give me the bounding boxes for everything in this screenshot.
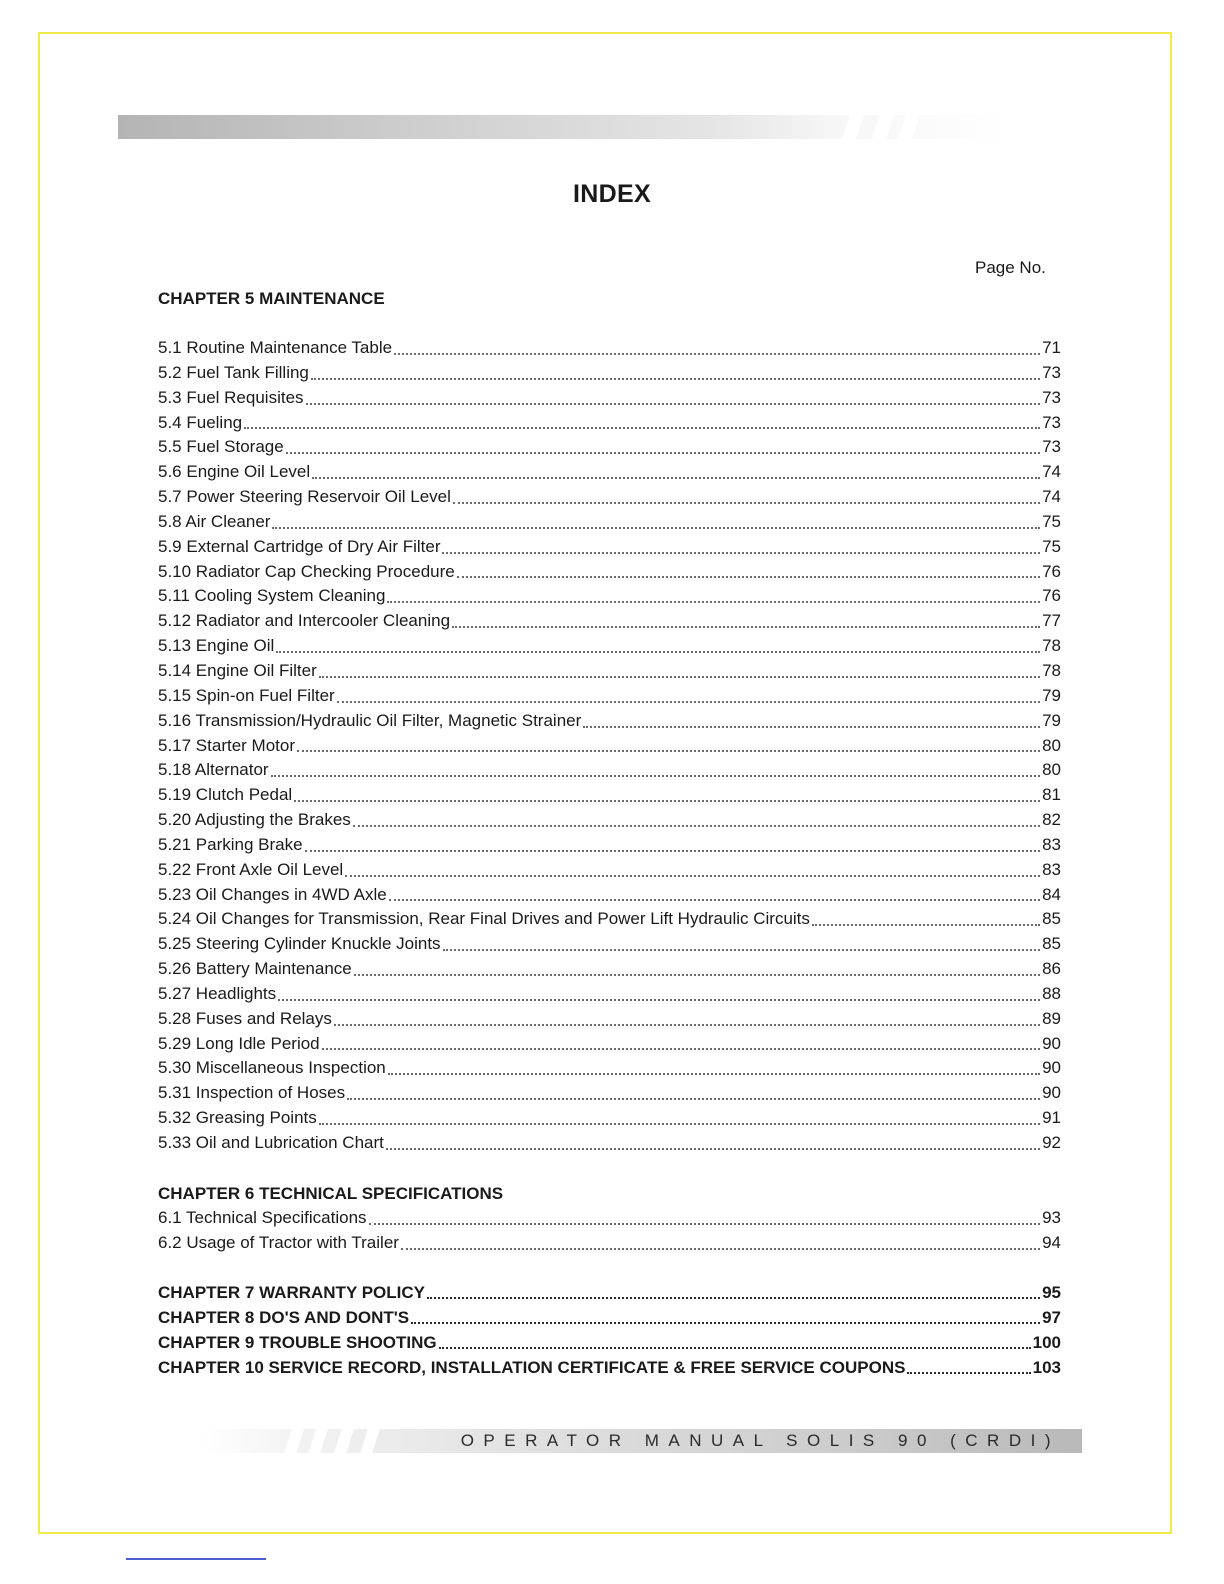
toc-leader-dots	[353, 824, 1040, 827]
toc-leader-dots	[401, 1247, 1040, 1250]
toc-entry-label: 5.18 Alternator	[158, 760, 269, 780]
toc-leader-dots	[452, 625, 1040, 628]
toc-entry-page: 91	[1042, 1108, 1061, 1128]
toc-entry-label: 5.7 Power Steering Reservoir Oil Level	[158, 487, 451, 507]
chapter-6-toc	[158, 1206, 1061, 1256]
toc-entry[interactable]	[158, 435, 1061, 460]
toc-leader-dots	[389, 898, 1040, 901]
toc-entry-page: 79	[1042, 685, 1061, 705]
toc-leader-dots	[345, 874, 1040, 877]
toc-entry[interactable]	[158, 609, 1061, 634]
toc-entry-page: 80	[1042, 760, 1061, 780]
chapter-5-heading: CHAPTER 5 MAINTENANCE	[158, 289, 385, 308]
toc-entry-label: 5.21 Parking Brake	[158, 834, 303, 854]
toc-entry-page: 103	[1032, 1358, 1061, 1377]
toc-leader-dots	[347, 1097, 1040, 1100]
toc-entry[interactable]	[158, 560, 1061, 585]
toc-entry[interactable]	[158, 932, 1061, 957]
toc-entry-label: CHAPTER 7 WARRANTY POLICY	[158, 1283, 425, 1302]
toc-leader-dots	[319, 675, 1040, 678]
toc-entry-label: 5.25 Steering Cylinder Knuckle Joints	[158, 934, 441, 954]
toc-leader-dots	[411, 1321, 1040, 1324]
toc-entry-page: 75	[1042, 536, 1061, 556]
toc-entry[interactable]	[158, 907, 1061, 932]
page-no-label: Page No.	[975, 258, 1046, 277]
toc-entry-page: 94	[1042, 1232, 1061, 1252]
toc-entry-page: 90	[1042, 1083, 1061, 1103]
toc-entry[interactable]	[158, 485, 1061, 510]
toc-entry[interactable]	[158, 833, 1061, 858]
toc-leader-dots	[311, 377, 1040, 380]
header-decor-band	[118, 115, 1008, 139]
toc-leader-dots	[286, 451, 1040, 454]
footer-decor-slash	[334, 1429, 354, 1453]
toc-leader-dots	[394, 352, 1040, 355]
toc-entry[interactable]	[158, 1131, 1061, 1156]
toc-leader-dots	[334, 1023, 1040, 1026]
toc-entry-label: 5.30 Miscellaneous Inspection	[158, 1058, 386, 1078]
toc-entry[interactable]	[158, 336, 1061, 361]
toc-entry[interactable]	[158, 1355, 1061, 1380]
toc-entry-page: 97	[1042, 1308, 1061, 1327]
toc-entry-label: 5.32 Greasing Points	[158, 1108, 317, 1128]
toc-entry[interactable]	[158, 734, 1061, 759]
toc-entry-label: 5.9 External Cartridge of Dry Air Filter	[158, 536, 441, 556]
toc-leader-dots	[322, 1047, 1040, 1050]
toc-entry[interactable]	[158, 1280, 1061, 1305]
toc-leader-dots	[244, 426, 1040, 429]
footer-decor-slash	[360, 1429, 380, 1453]
footer-decor-band	[200, 1429, 1082, 1453]
toc-entry-page: 86	[1042, 959, 1061, 979]
toc-entry[interactable]	[158, 709, 1061, 734]
toc-leader-dots	[369, 1222, 1041, 1225]
toc-entry-page: 85	[1042, 909, 1061, 929]
toc-entry-label: 5.4 Fueling	[158, 412, 243, 432]
toc-entry-label: 5.28 Fuses and Relays	[158, 1008, 332, 1028]
toc-entry-label: 5.2 Fuel Tank Filling	[158, 362, 309, 382]
toc-leader-dots	[272, 526, 1040, 529]
toc-entry[interactable]	[158, 1056, 1061, 1081]
toc-entry[interactable]	[158, 982, 1061, 1007]
toc-entry-label: 5.29 Long Idle Period	[158, 1033, 320, 1053]
toc-entry-label: 5.5 Fuel Storage	[158, 437, 284, 457]
toc-entry-page: 79	[1042, 710, 1061, 730]
toc-entry-label: 5.8 Air Cleaner	[158, 511, 271, 531]
toc-entry-label: CHAPTER 8 DO'S AND DONT'S	[158, 1308, 410, 1327]
chapter-links-toc	[158, 1280, 1061, 1380]
toc-entry-label: 5.15 Spin-on Fuel Filter	[158, 685, 335, 705]
toc-leader-dots	[306, 402, 1041, 405]
toc-entry[interactable]	[158, 1206, 1061, 1231]
toc-entry-label: CHAPTER 9 TROUBLE SHOOTING	[158, 1333, 437, 1352]
toc-entry-label: 5.31 Inspection of Hoses	[158, 1083, 346, 1103]
toc-entry-page: 80	[1042, 735, 1061, 755]
toc-entry[interactable]	[158, 684, 1061, 709]
toc-leader-dots	[276, 650, 1040, 653]
toc-leader-dots	[312, 476, 1040, 479]
toc-entry-page: 83	[1042, 859, 1061, 879]
footer-decor-slash	[284, 1429, 304, 1453]
toc-entry-label: 5.20 Adjusting the Brakes	[158, 810, 351, 830]
toc-leader-dots	[443, 948, 1041, 951]
toc-entry-page: 95	[1042, 1283, 1061, 1302]
toc-entry-page: 90	[1042, 1058, 1061, 1078]
toc-entry[interactable]	[158, 883, 1061, 908]
toc-entry-page: 71	[1042, 338, 1061, 357]
toc-entry[interactable]	[158, 783, 1061, 808]
toc-entry-page: 100	[1032, 1333, 1061, 1352]
toc-entry-label: 5.33 Oil and Lubrication Chart	[158, 1133, 384, 1152]
toc-entry[interactable]	[158, 1081, 1061, 1106]
toc-leader-dots	[294, 799, 1040, 802]
toc-entry[interactable]	[158, 510, 1061, 535]
bottom-link-underline	[126, 1558, 266, 1560]
toc-leader-dots	[453, 501, 1040, 504]
toc-leader-dots	[907, 1371, 1030, 1374]
toc-entry[interactable]	[158, 1007, 1061, 1032]
toc-entry-page: 78	[1042, 660, 1061, 680]
toc-leader-dots	[457, 575, 1040, 578]
toc-entry-label: 5.6 Engine Oil Level	[158, 462, 311, 482]
toc-entry-page: 93	[1042, 1208, 1061, 1227]
toc-entry[interactable]	[158, 1032, 1061, 1057]
toc-entry[interactable]	[158, 584, 1061, 609]
toc-leader-dots	[278, 998, 1040, 1001]
toc-leader-dots	[297, 749, 1040, 752]
toc-entry-label: 5.12 Radiator and Intercooler Cleaning	[158, 611, 451, 631]
toc-entry-page: 85	[1042, 934, 1061, 954]
toc-entry-label: 6.1 Technical Specifications	[158, 1208, 367, 1227]
toc-leader-dots	[387, 600, 1040, 603]
toc-entry[interactable]	[158, 634, 1061, 659]
toc-entry-page: 92	[1042, 1133, 1061, 1152]
toc-leader-dots	[305, 849, 1040, 852]
toc-leader-dots	[386, 1147, 1040, 1150]
toc-entry-label: 5.24 Oil Changes for Transmission, Rear Final Drives and Power Lift Hydraulic Circuits	[158, 909, 810, 929]
toc-entry-label: 5.23 Oil Changes in 4WD Axle	[158, 884, 387, 904]
toc-entry-label: 5.1 Routine Maintenance Table	[158, 338, 393, 357]
toc-entry[interactable]	[158, 1330, 1061, 1355]
toc-entry-page: 88	[1042, 983, 1061, 1003]
toc-entry[interactable]	[158, 659, 1061, 684]
toc-entry-label: 6.2 Usage of Tractor with Trailer	[158, 1232, 399, 1252]
toc-entry[interactable]	[158, 758, 1061, 783]
toc-leader-dots	[812, 923, 1040, 926]
toc-entry-page: 75	[1042, 511, 1061, 531]
toc-leader-dots	[354, 973, 1040, 976]
toc-entry-label: 5.26 Battery Maintenance	[158, 959, 352, 979]
toc-entry-page: 76	[1042, 586, 1061, 606]
toc-entry[interactable]	[158, 1305, 1061, 1330]
toc-entry-page: 76	[1042, 561, 1061, 581]
toc-entry[interactable]	[158, 411, 1061, 436]
toc-entry-page: 84	[1042, 884, 1061, 904]
header-decor-slash	[898, 115, 920, 139]
toc-entry[interactable]	[158, 808, 1061, 833]
toc-entry-page: 73	[1042, 387, 1061, 407]
toc-leader-dots	[337, 700, 1040, 703]
toc-entry[interactable]	[158, 1231, 1061, 1256]
toc-leader-dots	[442, 551, 1040, 554]
header-decor-slash	[872, 115, 894, 139]
toc-entry-page: 73	[1042, 437, 1061, 457]
toc-entry-page: 90	[1042, 1033, 1061, 1053]
toc-entry-label: 5.13 Engine Oil	[158, 636, 275, 656]
toc-entry-page: 73	[1042, 412, 1061, 432]
toc-entry[interactable]	[158, 957, 1061, 982]
toc-entry[interactable]	[158, 858, 1061, 883]
toc-entry-page: 73	[1042, 362, 1061, 382]
toc-entry-page: 78	[1042, 636, 1061, 656]
toc-leader-dots	[427, 1296, 1040, 1299]
toc-entry-label: 5.22 Front Axle Oil Level	[158, 859, 344, 879]
toc-entry[interactable]	[158, 1106, 1061, 1131]
toc-entry-page: 81	[1042, 785, 1061, 805]
toc-entry-page: 74	[1042, 462, 1061, 482]
toc-entry-label: 5.17 Starter Motor	[158, 735, 296, 755]
toc-entry[interactable]	[158, 460, 1061, 485]
toc-leader-dots	[439, 1346, 1031, 1349]
toc-entry[interactable]	[158, 361, 1061, 386]
toc-entry-page: 74	[1042, 487, 1061, 507]
toc-entry-page: 83	[1042, 834, 1061, 854]
toc-entry-label: 5.10 Radiator Cap Checking Procedure	[158, 561, 455, 581]
chapter-5-toc	[158, 336, 1061, 1156]
page-title: INDEX	[573, 180, 651, 208]
toc-entry-label: 5.19 Clutch Pedal	[158, 785, 293, 805]
footer-decor-slash	[308, 1429, 328, 1453]
toc-entry-label: 5.16 Transmission/Hydraulic Oil Filter, Magnetic Strainer	[158, 710, 582, 730]
toc-leader-dots	[271, 774, 1041, 777]
toc-entry-label: 5.27 Headlights	[158, 983, 277, 1003]
toc-entry[interactable]	[158, 386, 1061, 411]
toc-entry-label: 5.11 Cooling System Cleaning	[158, 586, 386, 606]
toc-leader-dots	[319, 1122, 1040, 1125]
toc-entry-page: 89	[1042, 1008, 1061, 1028]
toc-entry-label: 5.14 Engine Oil Filter	[158, 660, 317, 680]
toc-leader-dots	[583, 725, 1040, 728]
toc-entry-label: CHAPTER 10 SERVICE RECORD, INSTALLATION CERTIFICATE & FREE SERVICE COUPONS	[158, 1358, 906, 1377]
toc-entry[interactable]	[158, 535, 1061, 560]
chapter-6-heading: CHAPTER 6 TECHNICAL SPECIFICATIONS	[158, 1184, 504, 1203]
footer-title: OPERATOR MANUAL SOLIS 90 (CRDI)	[460, 1431, 1060, 1450]
toc-entry-page: 82	[1042, 810, 1061, 830]
toc-leader-dots	[388, 1072, 1040, 1075]
toc-entry-page: 77	[1042, 611, 1061, 631]
header-decor-slash	[842, 115, 864, 139]
toc-entry-label: 5.3 Fuel Requisites	[158, 387, 304, 407]
